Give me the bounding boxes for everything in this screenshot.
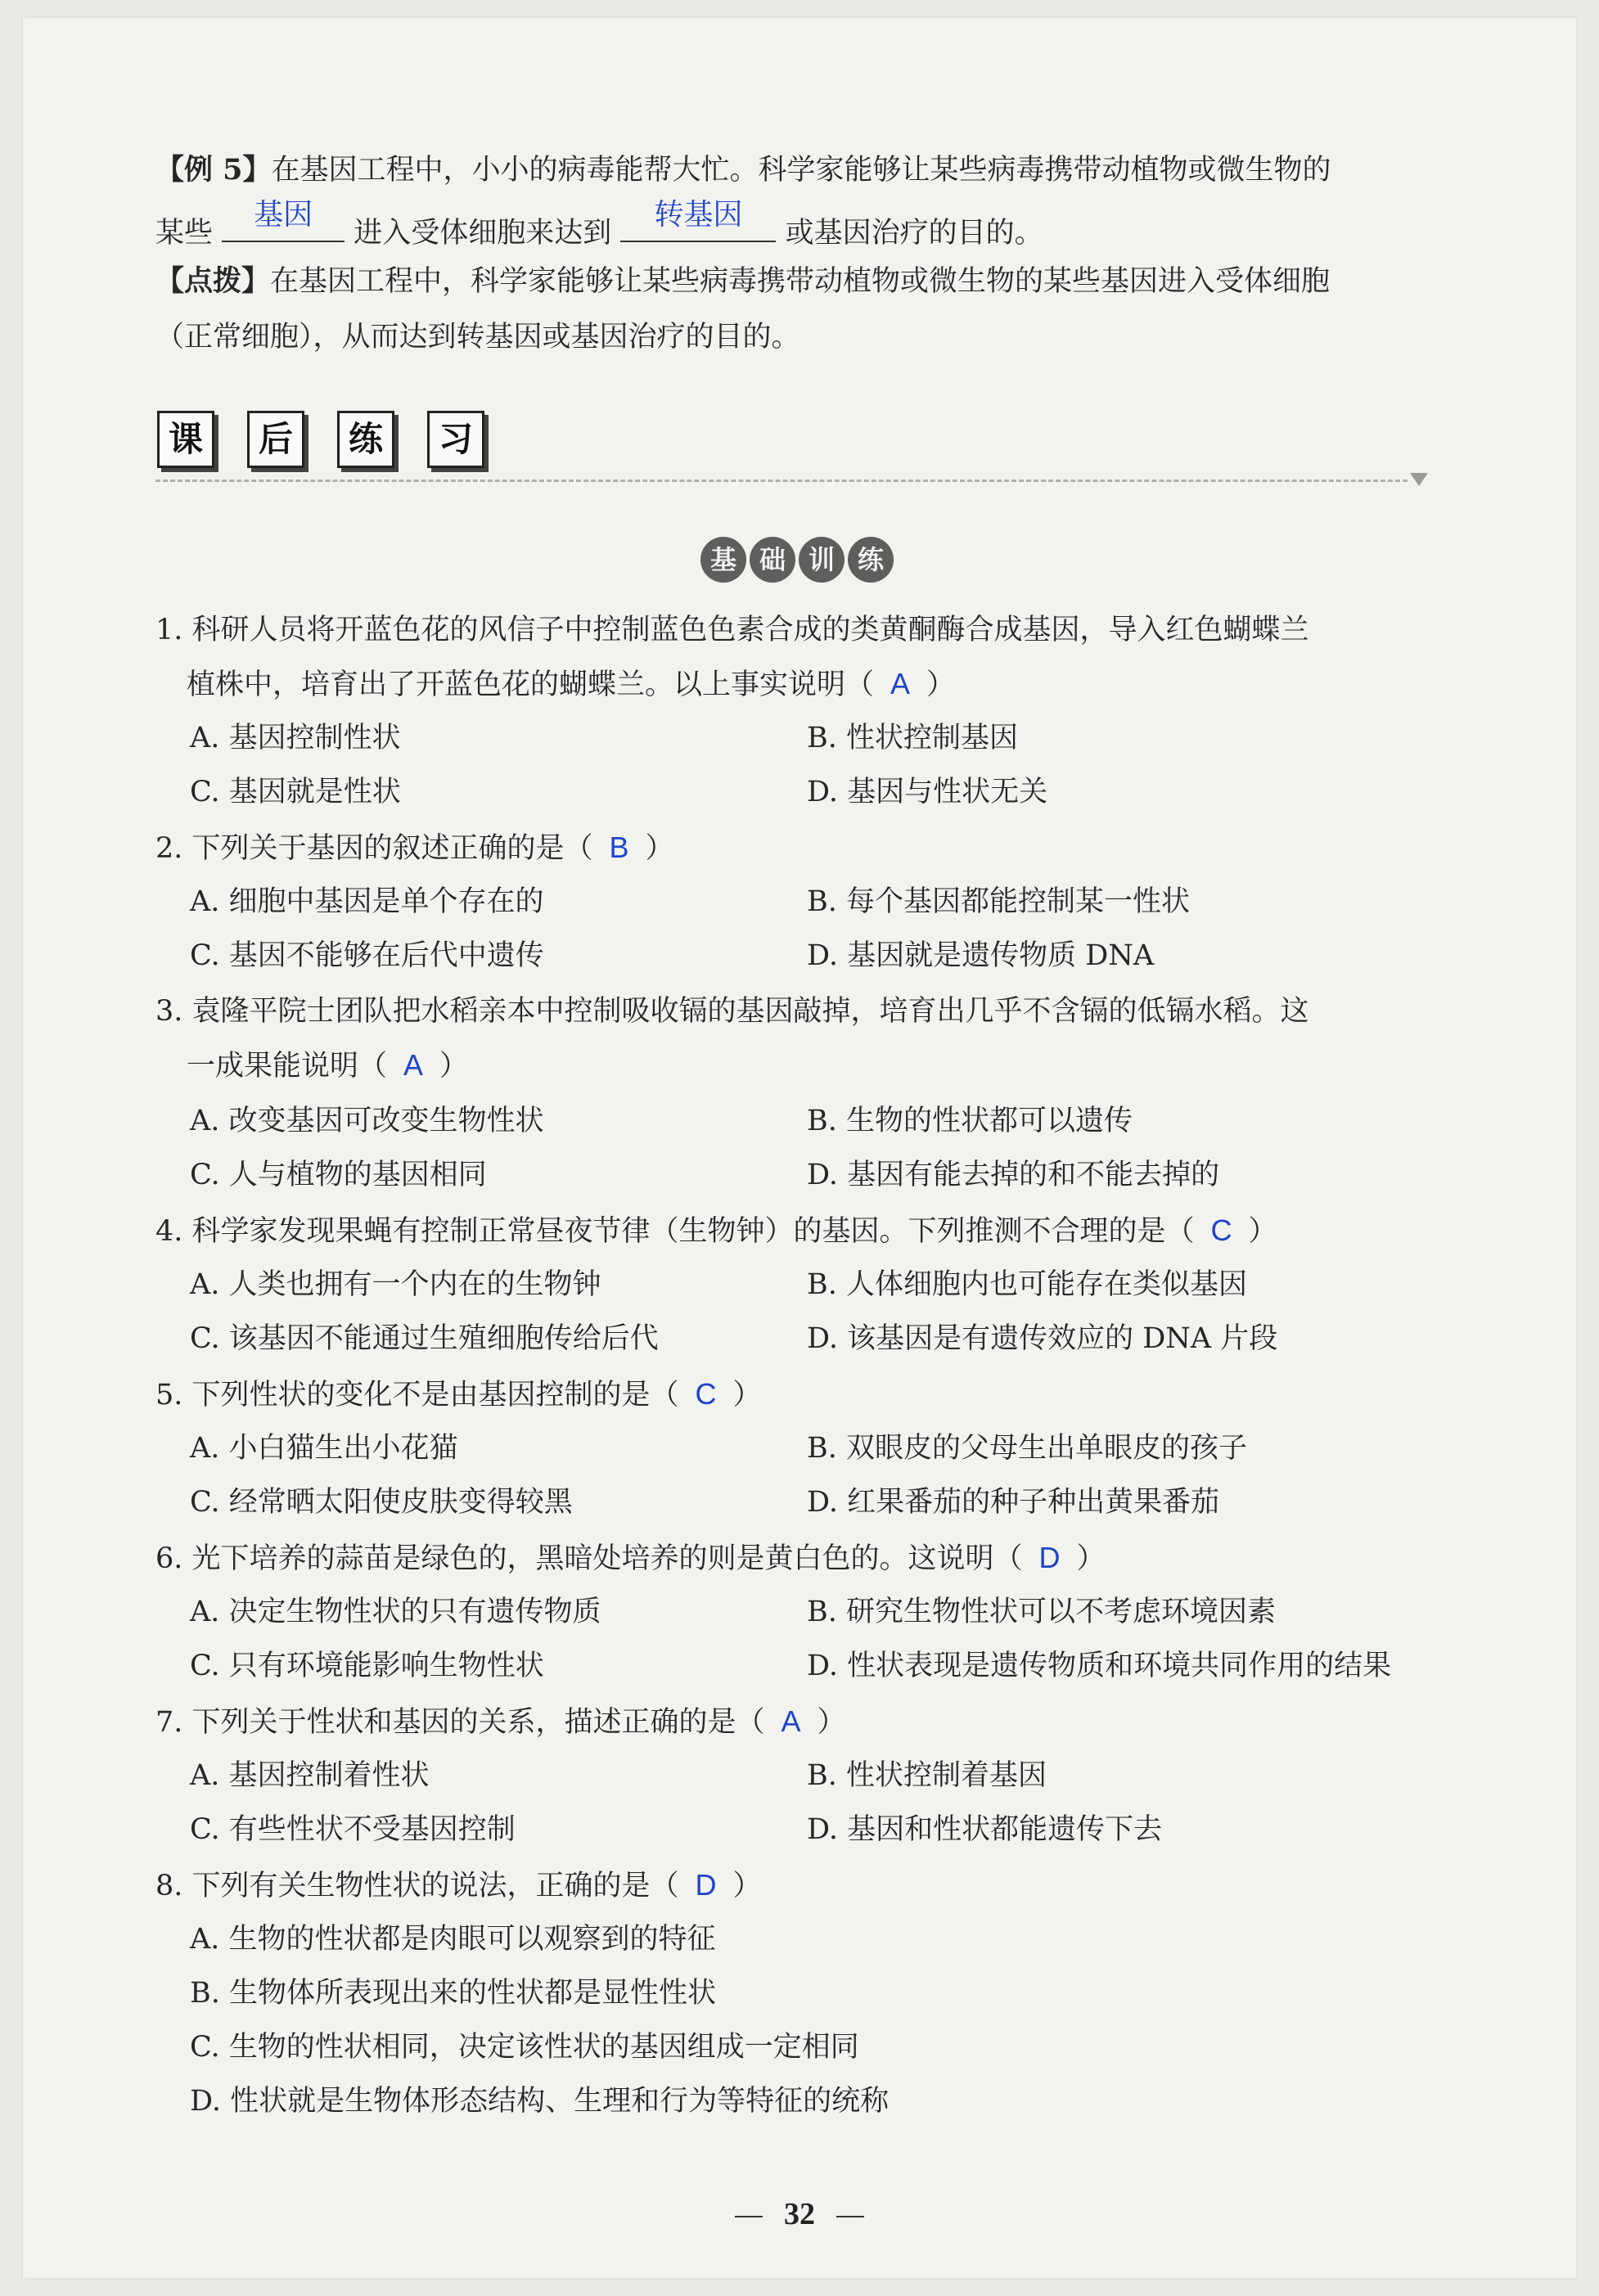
page-number-dash <box>836 2216 864 2217</box>
stem-text: ） <box>439 1050 469 1083</box>
option: D. 性状表现是遗传物质和环境共同作用的结果 <box>807 1650 1392 1682</box>
handwritten-answer: 基因 <box>254 197 313 231</box>
option: C. 经常晒太阳使皮肤变得较黑 <box>190 1486 573 1519</box>
hint-text: 在基因工程中，科学家能够让某些病毒携带动植物或微生物的某些基因进入受体细胞 <box>270 265 1331 298</box>
answer-blank-1 <box>222 197 345 242</box>
handwritten-answer: A <box>403 1048 424 1082</box>
handwritten-answer: C <box>695 1377 717 1411</box>
handwritten-answer: A <box>781 1704 801 1738</box>
question-stem <box>155 1540 1106 1577</box>
stem-text: ） <box>1248 1215 1277 1248</box>
page-number-dash <box>735 2216 763 2217</box>
option: C. 生物的性状相同，决定该性状的基因组成一定相同 <box>190 2031 859 2064</box>
option: C. 人与植物的基因相同 <box>190 1159 487 1191</box>
handwritten-answer: D <box>695 1868 717 1902</box>
option: B. 人体细胞内也可能存在类似基因 <box>807 1268 1247 1301</box>
page-number <box>0 2196 1599 2232</box>
option: C. 该基因不能通过生殖细胞传给后代 <box>190 1322 659 1355</box>
stem-text: 一成果能说明（ <box>187 1050 388 1083</box>
subsection-title-char: 练 <box>848 537 894 583</box>
stem-text: 8. 下列有关生物性状的说法，正确的是（ <box>155 1870 679 1902</box>
question-stem <box>155 1376 762 1413</box>
example-line-1 <box>155 152 1331 188</box>
stem-text: 4. 科学家发现果蝇有控制正常昼夜节律（生物钟）的基因。下列推测不合理的是（ <box>155 1215 1195 1248</box>
option: D. 该基因是有遗传效应的 DNA 片段 <box>807 1322 1278 1355</box>
example-label: 【例 5】 <box>155 153 272 187</box>
option: B. 性状控制基因 <box>807 722 1018 754</box>
handwritten-answer: 转基因 <box>654 197 743 231</box>
section-divider <box>155 479 1408 482</box>
stem-text: 植株中，培育出了开蓝色花的蝴蝶兰。以上事实说明（ <box>187 669 875 701</box>
subsection-title-char: 基 <box>700 537 746 583</box>
example-text: 某些 <box>155 217 214 250</box>
question-stem <box>155 612 1309 648</box>
option: D. 性状就是生物体形态结构、生理和行为等特征的统称 <box>190 2085 890 2118</box>
stem-text: ） <box>1076 1542 1106 1575</box>
handwritten-answer: B <box>609 831 629 864</box>
option: D. 红果番茄的种子种出黄果番茄 <box>807 1486 1220 1519</box>
example-text: 在基因工程中，小小的病毒能帮大忙。科学家能够让某些病毒携带动植物或微生物的 <box>271 154 1331 187</box>
question-stem <box>155 1704 846 1740</box>
question-stem <box>155 1213 1277 1249</box>
section-title-char: 习 <box>427 411 484 468</box>
question-stem <box>155 1867 762 1904</box>
handwritten-answer: C <box>1210 1213 1232 1247</box>
option: C. 基因就是性状 <box>190 776 401 808</box>
handwritten-answer: A <box>890 667 911 700</box>
option: A. 小白猫生出小花猫 <box>190 1432 458 1465</box>
answer-blank-2 <box>620 197 776 242</box>
hint-label: 【点拨】 <box>155 264 271 298</box>
example-text: 进入受体细胞来达到 <box>354 217 612 250</box>
option: C. 只有环境能影响生物性状 <box>190 1650 544 1682</box>
option: A. 细胞中基因是单个存在的 <box>190 885 544 918</box>
stem-text: ） <box>732 1870 762 1902</box>
option: C. 有些性状不受基因控制 <box>190 1813 516 1846</box>
section-title-char: 后 <box>247 411 304 468</box>
question-stem <box>155 830 674 867</box>
option: A. 决定生物性状的只有遗传物质 <box>190 1596 601 1628</box>
option: A. 基因控制性状 <box>190 722 401 754</box>
stem-text: ） <box>817 1706 846 1739</box>
stem-text: 2. 下列关于基因的叙述正确的是（ <box>155 832 593 865</box>
option: A. 基因控制着性状 <box>190 1759 430 1792</box>
stem-text: 1. 科研人员将开蓝色花的风信子中控制蓝色色素合成的类黄酮酶合成基因，导入红色蝴蝶兰 <box>155 614 1309 646</box>
option: D. 基因和性状都能遗传下去 <box>807 1813 1163 1846</box>
section-title-char: 练 <box>337 411 394 468</box>
option: A. 改变基因可改变生物性状 <box>190 1105 544 1137</box>
stem-text: 5. 下列性状的变化不是由基因控制的是（ <box>155 1379 679 1411</box>
option: D. 基因与性状无关 <box>807 776 1048 808</box>
option: D. 基因有能去掉的和不能去掉的 <box>807 1159 1220 1191</box>
stem-text: ） <box>645 832 674 865</box>
hint-line-2 <box>155 319 800 355</box>
section-title-char: 课 <box>157 411 214 468</box>
page-number-text: 32 <box>784 2197 815 2231</box>
stem-text: 6. 光下培养的蒜苗是绿色的，黑暗处培养的则是黄白色的。这说明（ <box>155 1542 1023 1575</box>
question-stem <box>187 666 955 703</box>
stem-text: ） <box>732 1379 762 1411</box>
option: B. 每个基因都能控制某一性状 <box>807 885 1190 918</box>
option: A. 人类也拥有一个内在的生物钟 <box>190 1268 601 1301</box>
hint-line-1 <box>155 263 1330 299</box>
option: B. 双眼皮的父母生出单眼皮的孩子 <box>807 1432 1247 1465</box>
stem-text: 7. 下列关于性状和基因的关系，描述正确的是（ <box>155 1706 765 1739</box>
option: B. 生物的性状都可以遗传 <box>807 1105 1133 1137</box>
subsection-title-char: 础 <box>750 537 795 583</box>
divider-arrow-icon <box>1410 473 1428 486</box>
option: B. 生物体所表现出来的性状都是显性性状 <box>190 1977 716 2010</box>
option: D. 基因就是遗传物质 DNA <box>807 939 1155 972</box>
question-stem <box>155 993 1309 1029</box>
option: B. 性状控制着基因 <box>807 1759 1047 1792</box>
stem-text: 3. 袁隆平院士团队把水稻亲本中控制吸收镉的基因敲掉，培育出几乎不含镉的低镉水稻。这 <box>155 995 1309 1028</box>
option: C. 基因不能够在后代中遗传 <box>190 939 544 972</box>
handwritten-answer: D <box>1038 1541 1061 1574</box>
question-stem <box>187 1047 468 1084</box>
stem-text: ） <box>926 669 956 701</box>
option: A. 生物的性状都是肉眼可以观察到的特征 <box>190 1923 716 1956</box>
hint-text: （正常细胞），从而达到转基因或基因治疗的目的。 <box>155 321 800 353</box>
subsection-title-char: 训 <box>799 537 845 583</box>
example-text: 或基因治疗的目的。 <box>785 217 1043 250</box>
example-line-2 <box>155 197 1043 251</box>
option: B. 研究生物性状可以不考虑环境因素 <box>807 1596 1276 1628</box>
